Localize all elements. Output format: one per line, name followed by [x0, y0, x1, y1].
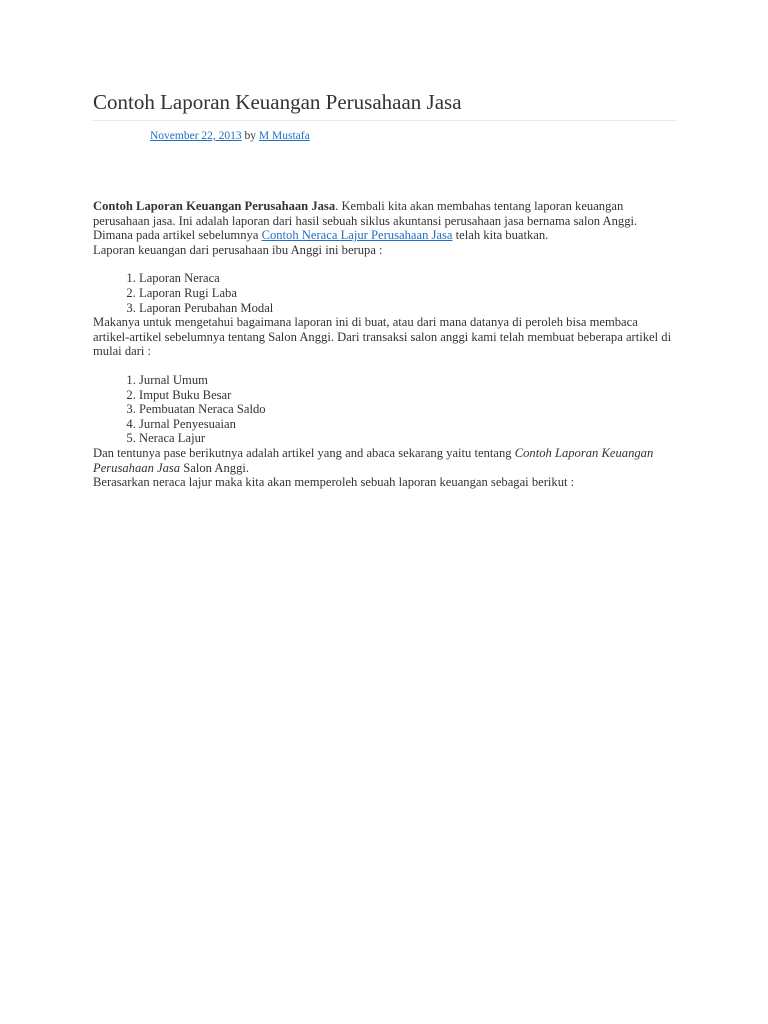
para3-text-1: Dan tentunya pase berikutnya adalah artikel yang and abaca sekarang yaitu tentang — [93, 445, 515, 460]
para3-italic: Contoh Laporan Keuangan Perusahaan Jasa — [93, 445, 654, 475]
article-series-list — [93, 373, 677, 446]
author-link[interactable]: M Mustafa — [258, 130, 310, 142]
page-title: Contoh Laporan Keuangan Perusahaan Jasa — [93, 88, 677, 121]
list-item: 2. Laporan Rugi Laba — [139, 286, 677, 301]
list-item: 3. Pembuatan Neraca Saldo — [139, 402, 677, 417]
list-item: 4. Jurnal Penyesuaian — [139, 417, 677, 432]
intro-text-1: . Kembali kita akan membahas tentang laporan keuangan perusahaan jasa. Ini adalah laporan dari hasil sebuah siklus akuntansi perusahaan jasa bernama salon Anggi. Dimana pada artikel sebelumnya — [93, 199, 638, 243]
intro-line-2: Laporan keuangan dari perusahaan ibu Anggi ini berupa : — [93, 242, 383, 257]
list-item: 5. Neraca Lajur — [139, 431, 677, 446]
neraca-lajur-link[interactable]: Contoh Neraca Lajur Perusahaan Jasa — [261, 228, 453, 243]
byline-label: by — [244, 130, 257, 142]
list-item: 3. Laporan Perubahan Modal — [139, 301, 677, 316]
paragraph-2: Makanya untuk mengetahui bagaimana laporan ini di buat, atau dari mana datanya di peroleh bisa membaca artikel-artikel sebelumnya tentang Salon Anggi. Dari transaksi salon anggi kami telah membuat beberapa artikel di mulai dari : — [93, 315, 672, 359]
list-item: 1. Jurnal Umum — [139, 373, 677, 388]
post-meta — [150, 128, 677, 144]
article — [93, 88, 677, 490]
para3-text-2: Salon Anggi. — [180, 460, 250, 475]
intro-paragraph — [93, 199, 677, 257]
intro-text-2: telah kita buatkan. — [452, 228, 549, 243]
paragraph-4: Berasarkan neraca lajur maka kita akan memperoleh sebuah laporan keuangan sebagai berikut : — [93, 475, 575, 490]
report-list — [93, 271, 677, 315]
list-item: 1. Laporan Neraca — [139, 271, 677, 286]
paragraph-3 — [93, 446, 677, 475]
intro-bold: Contoh Laporan Keuangan Perusahaan Jasa — [93, 199, 336, 213]
list-item: 2. Imput Buku Besar — [139, 388, 677, 403]
article-body — [93, 199, 677, 490]
post-date-link[interactable]: November 22, 2013 — [150, 130, 242, 142]
